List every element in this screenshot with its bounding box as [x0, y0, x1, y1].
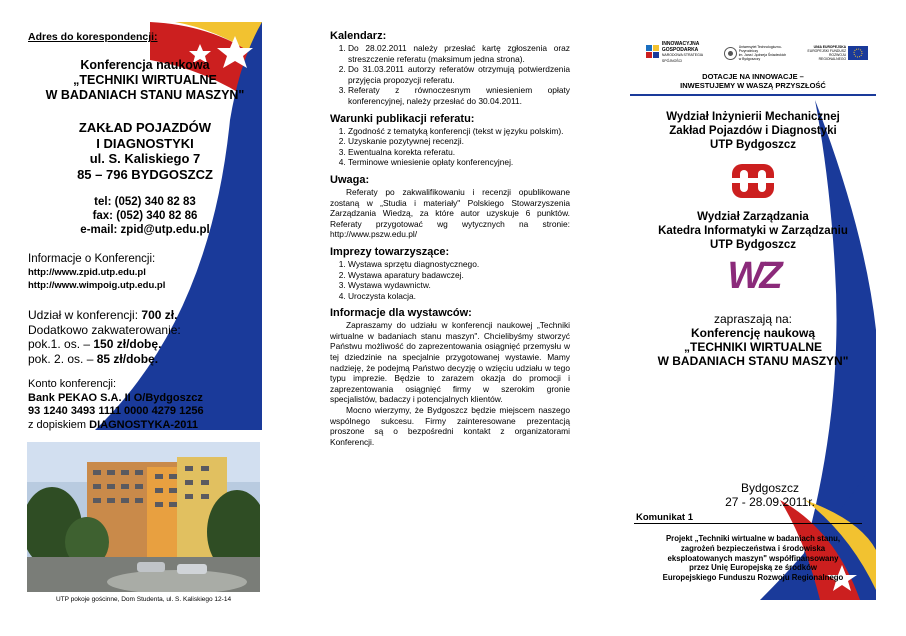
innovation-icon — [646, 45, 660, 61]
conditions-list — [330, 126, 570, 168]
wz-logo: WZ — [727, 255, 779, 297]
list-item: 1. Wystawa sprzętu diagnostycznego. — [348, 259, 570, 270]
list-item: 1. Zgodność z tematyką konferencji (tekst w języku polskim). — [348, 126, 570, 137]
project-line: Projekt „Techniki wirtualne w badaniach stanu, — [665, 534, 841, 543]
logo-text: INNOWACYJNA — [661, 41, 700, 47]
city: Bydgoszcz — [740, 481, 800, 495]
list-item: 2. Wystawa aparatury badawczej. — [348, 270, 570, 281]
section-heading: Imprezy towarzyszące: — [330, 245, 450, 258]
faculty-name: Wydział Zarządzania — [697, 211, 809, 223]
conf-line: Konferencja naukowa — [80, 58, 210, 72]
logo-text: im. Jana i Jędrzeja Śniadeckich — [738, 53, 787, 57]
divider — [630, 94, 876, 96]
room1-line: pok.1. os. – 150 zł/dobę. — [28, 337, 162, 351]
divider — [634, 523, 862, 524]
list-item: 4. Uroczysta kolacja. — [348, 291, 570, 302]
conf-line: W BADANIACH STANU MASZYN" — [657, 354, 849, 368]
logo-text: GOSPODARKA — [661, 46, 699, 53]
zpid-logo — [730, 158, 776, 202]
left-panel — [0, 0, 300, 636]
info-block — [28, 253, 268, 292]
section-heading: Uwaga: — [330, 173, 370, 186]
address-line: 85 – 796 BYDGOSZCZ — [77, 166, 213, 182]
events-list — [330, 259, 570, 301]
calendar-section — [330, 30, 570, 107]
project-line: eksploatowanych maszyn" współfinansowany — [667, 553, 839, 563]
faculty-name: Wydział Inżynierii Mechanicznej — [666, 111, 840, 123]
logo-text: EUROPEJSKI FUNDUSZ — [807, 49, 847, 53]
room2-line: pok. 2. os. – 85 zł/dobę. — [28, 351, 159, 366]
middle-panel — [330, 30, 570, 453]
invitation-block — [630, 312, 876, 368]
logo-text: Uniwersytet Technologiczno-Przyrodniczy — [738, 45, 782, 53]
project-line: przez Unię Europejską ze środków — [689, 563, 817, 573]
conference-title — [30, 58, 260, 103]
section-heading: Informacje dla wystawców: — [330, 307, 472, 320]
right-panel — [630, 30, 876, 600]
email[interactable]: e-mail: zpid@utp.edu.pl — [80, 224, 210, 236]
logo-text: UNIA EUROPEJSKA — [813, 45, 847, 49]
bank-name: Bank PEKAO S.A. II O/Bydgoszcz — [28, 391, 203, 404]
logo-text: w Bydgoszczy — [738, 57, 761, 61]
address-line: ul. S. Kaliskiego 7 — [89, 151, 201, 166]
contact-block — [30, 195, 260, 237]
note-section — [330, 174, 570, 240]
account-number: 93 1240 3493 1111 0000 4279 1256 — [28, 405, 204, 417]
department-address — [30, 120, 260, 182]
address-line: I DIAGNOSTYKI — [96, 135, 194, 151]
department-name: Katedra Informatyki w Zarządzaniu — [658, 225, 848, 237]
project-info — [630, 534, 876, 583]
list-item: 3. Referaty z równoczesnym wniesieniem opłaty konferencyjnej, należy przesłać do 30.04.2011. — [348, 85, 570, 106]
eu-flag-icon — [848, 46, 868, 60]
accom-label: Dodatkowo zakwaterowanie: — [28, 322, 181, 337]
conf-line: „TECHNIKI WIRTUALNE — [73, 73, 217, 87]
link-wimpoig[interactable]: http://www.wimpoig.utp.edu.pl — [28, 280, 166, 291]
exhibitors-section — [330, 307, 570, 447]
conf-line: „TECHNIKI WIRTUALNE — [684, 340, 822, 354]
fee-line: Udział w konferencji: 700 zł. — [28, 308, 178, 322]
section-heading: Kalendarz: — [330, 30, 387, 42]
utp-logo — [724, 45, 801, 61]
fees-block — [28, 308, 268, 366]
account-label: Konto konferencji: — [28, 378, 117, 390]
university-name: UTP Bydgoszcz — [709, 139, 797, 151]
list-item: 3. Wystawa wydawnictw. — [348, 280, 570, 291]
account-block — [28, 378, 268, 432]
fax: fax: (052) 340 82 86 — [92, 210, 198, 222]
logo-text: NARODOWA STRATEGIA SPÓJNOŚCI — [661, 53, 703, 63]
logo-text: ROZWOJU REGIONALNEGO — [818, 53, 847, 61]
organizer-2 — [630, 210, 876, 252]
list-item: 2. Do 31.03.2011 autorzy referatów otrzymują potwierdzenia przyjęcia propozycji referatu. — [348, 64, 570, 85]
phone: tel: (052) 340 82 83 — [94, 196, 196, 208]
link-zpid[interactable]: http://www.zpid.utp.edu.pl — [28, 267, 146, 278]
sponsor-logos — [646, 42, 868, 64]
conf-line: W BADANIACH STANU MASZYN" — [45, 88, 245, 102]
crest-icon — [724, 47, 737, 60]
calendar-list — [330, 43, 570, 107]
venue-dates — [670, 482, 870, 509]
project-line: zagrożeń bezpieczeństwa i środowiska — [680, 543, 826, 553]
list-item: 1. Do 28.02.2011 należy przesłać kartę zgłoszenia oraz streszczenie referatu (maksimum jedna strona). — [348, 43, 570, 64]
paragraph: Mocno wierzymy, że Bydgoszcz będzie miejscem naszego wspólnego sukcesu. Firmy zainteresowane prezentacją proszone są o bezpośredni kontakt z organizatorami Konferencji. — [330, 405, 570, 447]
info-label: Informacje o Konferencji: — [28, 253, 156, 265]
dotacje-line: DOTACJE NA INNOWACJE – — [702, 72, 804, 81]
invite-text: zapraszają na: — [713, 312, 793, 326]
project-line: Europejskiego Funduszu Rozwoju Regionalnego — [662, 573, 844, 583]
dotacje-header — [630, 72, 876, 90]
photo-caption: UTP pokoje gościnne, Dom Studenta, ul. S. Kaliskiego 12-14 — [55, 596, 232, 603]
eu-logo — [801, 45, 868, 61]
dates: 27 - 28.09.2011r. — [725, 494, 815, 509]
university-name: UTP Bydgoszcz — [709, 239, 797, 251]
conditions-section — [330, 113, 570, 168]
organizer-1 — [630, 110, 876, 152]
building-photo — [27, 442, 260, 592]
section-heading: Warunki publikacji referatu: — [330, 112, 475, 125]
address-label: Adres do korespondencji: — [28, 31, 158, 43]
list-item: 2. Uzyskanie pozytywnej recenzji. — [348, 136, 570, 147]
events-section — [330, 246, 570, 301]
paragraph: Zapraszamy do udziału w konferencji naukowej „Techniki wirtualne w badaniach stanu maszyn". Chcielibyśmy stworzyć Państwu możliwość do zaprezentowania osiągnięć przemysłu w tej dziedzinie na specjalnie przygotowanej wystawie. Mamy nadzieję, że podejmą Państwo decyzję o wzięciu udziału w tego typu imprezie. Będzie to zarazem okazja do promocji i zaprezentowania osiągnięć firmy w szerokim gronie specjalistów, badaczy i potencjalnych klientów. — [330, 320, 570, 405]
account-note: z dopiskiem DIAGNOSTYKA-2011 — [28, 418, 198, 431]
list-item: 3. Ewentualna korekta referatu. — [348, 147, 570, 158]
note-text: Referaty po zakwalifikowaniu i recenzji opublikowane zostaną w „Studia i materiały" Polskiego Stowarzyszenia Zarządzania Wiedzą, za które autor uzyskuje 6 punktów. Referaty przygotować wg wytycznych na stronie: http://www.pszw.edu.pl/ — [330, 186, 570, 240]
list-item: 4. Terminowe wniesienie opłaty konferencyjnej. — [348, 157, 570, 168]
communique-label: Komunikat 1 — [636, 512, 694, 523]
innovative-economy-logo — [646, 42, 724, 64]
department-name: Zakład Pojazdów i Diagnostyki — [669, 125, 837, 137]
dotacje-line: INWESTUJEMY W WASZĄ PRZYSZŁOŚĆ — [680, 81, 826, 90]
address-line: ZAKŁAD POJAZDÓW — [78, 120, 212, 135]
conf-line: Konferencję naukową — [690, 326, 816, 340]
